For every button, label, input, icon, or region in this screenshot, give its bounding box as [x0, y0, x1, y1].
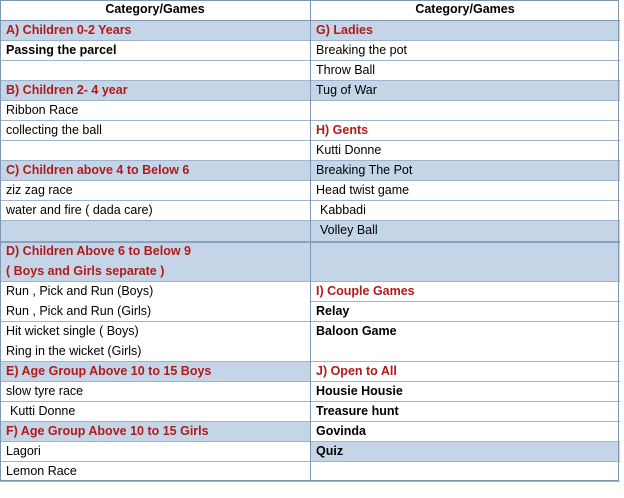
list-item: Ring in the wicket (Girls) — [0, 342, 310, 362]
list-item: Breaking the pot — [310, 41, 620, 61]
list-item: Treasure hunt — [310, 402, 620, 422]
list-item: Tug of War — [310, 81, 620, 101]
section-i-title: I) Couple Games — [310, 282, 620, 302]
list-item: water and fire ( dada care) — [0, 201, 310, 221]
list-item: Housie Housie — [310, 382, 620, 402]
list-item: Run , Pick and Run (Girls) — [0, 302, 310, 322]
list-item: Kabbadi — [310, 201, 620, 221]
list-item: Baloon Game — [310, 322, 620, 362]
list-item: Passing the parcel — [0, 41, 310, 61]
section-j-title: J) Open to All — [310, 362, 620, 382]
list-item: ziz zag race — [0, 181, 310, 201]
section-b-title: B) Children 2- 4 year — [0, 81, 310, 101]
section-g-title: G) Ladies — [310, 21, 620, 41]
list-item: Run , Pick and Run (Boys) — [6, 284, 154, 298]
list-item: Throw Ball — [310, 61, 620, 81]
list-item: Volley Ball — [310, 221, 620, 242]
section-e-title: E) Age Group Above 10 to 15 Boys — [0, 362, 310, 382]
empty-cell — [310, 101, 620, 121]
list-item: Quiz — [310, 442, 620, 462]
empty-cell — [310, 242, 620, 282]
list-item: Head twist game — [310, 181, 620, 201]
section-d-subtitle: ( Boys and Girls separate ) — [0, 262, 310, 282]
section-divider — [0, 241, 620, 243]
list-item: Lagori — [0, 442, 310, 462]
list-item: Hit wicket single ( Boys) — [6, 324, 139, 338]
list-item: Relay — [310, 302, 620, 322]
list-item: Ribbon Race — [0, 101, 310, 121]
list-item: Kutti Donne — [0, 402, 310, 422]
section-d-title: D) Children Above 6 to Below 9 — [0, 242, 310, 262]
empty-cell — [0, 61, 310, 81]
section-c-title: C) Children above 4 to Below 6 — [0, 161, 310, 181]
section-h-title: H) Gents — [310, 121, 620, 141]
empty-cell — [0, 221, 310, 242]
section-f-title: F) Age Group Above 10 to 15 Girls — [0, 422, 310, 442]
section-a-title: A) Children 0-2 Years — [0, 21, 310, 41]
empty-cell — [0, 141, 310, 161]
list-item: Lemon Race — [0, 462, 310, 482]
list-item: collecting the ball — [0, 121, 310, 141]
left-header: Category/Games — [0, 0, 310, 21]
list-item: slow tyre race — [0, 382, 310, 402]
empty-cell — [310, 462, 620, 482]
list-item: Govinda — [310, 422, 620, 442]
list-item: Kutti Donne — [310, 141, 620, 161]
list-item: Breaking The Pot — [310, 161, 620, 181]
right-header: Category/Games — [310, 0, 620, 21]
